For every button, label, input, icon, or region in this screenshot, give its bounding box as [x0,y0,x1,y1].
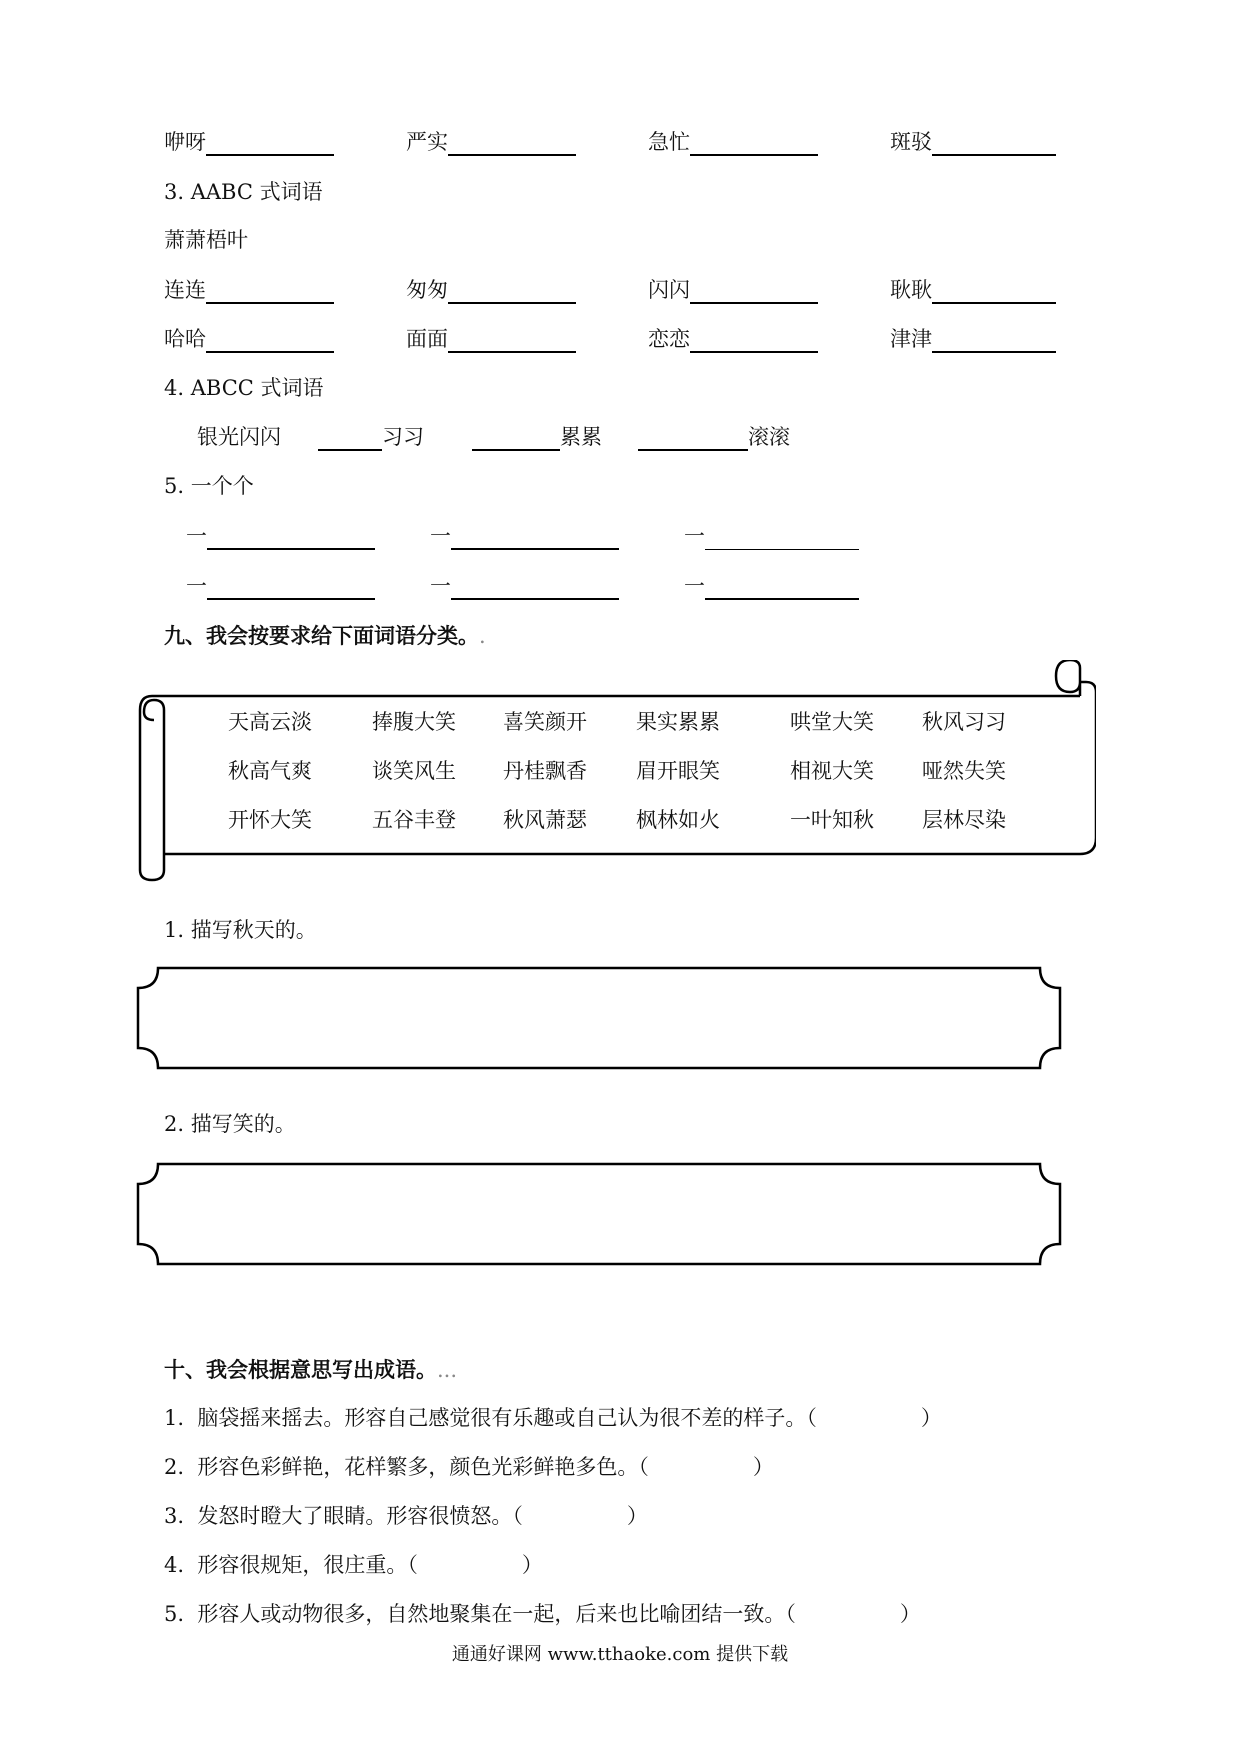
answer-blank[interactable] [207,526,375,550]
word-label: 闪闪 [648,278,690,302]
section9-title: 九、我会按要求给下面词语分类。. [164,623,486,648]
word-label: 连连 [164,278,206,302]
yi-prefix: 一 [430,524,451,548]
word-item: 秋高气爽 [228,759,312,783]
answer-blank[interactable] [206,280,334,304]
idiom-item: 1. 脑袋摇来摇去。形容自己感觉很有乐趣或自己认为很不差的样子。（ ） [164,1406,942,1430]
word-label: 斑驳 [890,128,1056,156]
word-item: 果实累累 [636,710,720,734]
word-item: 秋风萧瑟 [503,808,587,832]
word-label: 习习 [382,425,424,449]
answer-blank[interactable] [448,329,576,353]
answer-blank[interactable] [932,280,1056,304]
answer-box-laugh[interactable] [136,1162,1062,1266]
word-label: 匆匆 [406,278,448,302]
abcc-title: 4. ABCC 式词语 [164,376,324,400]
yi-prefix: 一 [684,524,705,548]
word-label: 恋恋 [648,327,690,351]
word-label: 咿呀 [164,128,334,156]
answer-blank[interactable] [932,329,1056,353]
answer-blank[interactable] [451,576,619,600]
aabc-example: 萧萧梧叶 [164,228,248,252]
yi-prefix: 一 [186,524,207,548]
q2-label: 2. 描写笑的。 [164,1112,296,1136]
word-label: 累累 [560,425,602,449]
answer-box-autumn[interactable] [136,966,1062,1070]
word-item: 一叶知秋 [790,808,874,832]
yi-prefix: 一 [430,574,451,598]
answer-blank[interactable] [207,576,375,600]
answer-blank[interactable] [690,132,818,156]
word-item: 哄堂大笑 [790,710,874,734]
word-label: 津津 [890,327,932,351]
answer-blank[interactable] [448,280,576,304]
yigege-title: 5. 一个个 [164,474,254,498]
yi-prefix: 一 [186,574,207,598]
word-label: 耿耿 [890,278,932,302]
q1-label: 1. 描写秋天的。 [164,918,317,942]
abcc-example: 银光闪闪 [197,425,281,449]
word-label: 严实 [406,128,576,156]
aabc-title: 3. AABC 式词语 [164,180,323,204]
answer-blank[interactable] [690,280,818,304]
answer-blank[interactable] [690,329,818,353]
idiom-item: 2. 形容色彩鲜艳，花样繁多，颜色光彩鲜艳多色。（ ） [164,1455,774,1479]
idiom-item: 5. 形容人或动物很多，自然地聚集在一起，后来也比喻团结一致。（ ） [164,1602,921,1626]
answer-blank[interactable] [206,329,334,353]
word-item: 谈笑风生 [372,759,456,783]
word-item: 丹桂飘香 [503,759,587,783]
idiom-item: 3. 发怒时瞪大了眼睛。形容很愤怒。（ ） [164,1504,648,1528]
word-item: 喜笑颜开 [503,710,587,734]
word-label: 急忙 [648,128,818,156]
yi-prefix: 一 [684,574,705,598]
word-item: 相视大笑 [790,759,874,783]
idiom-item: 4. 形容很规矩，很庄重。（ ） [164,1553,543,1577]
word-item: 捧腹大笑 [372,710,456,734]
word-label: 面面 [406,327,448,351]
word-item: 枫林如火 [636,808,720,832]
answer-blank[interactable] [638,427,748,451]
word-item: 开怀大笑 [228,808,312,832]
answer-blank[interactable] [705,576,859,600]
answer-blank[interactable] [448,132,576,156]
word-label: 滚滚 [748,425,790,449]
answer-blank[interactable] [206,132,334,156]
answer-blank[interactable] [705,527,859,550]
answer-blank[interactable] [472,427,560,451]
word-item: 五谷丰登 [372,808,456,832]
word-item: 天高云淡 [228,710,312,734]
word-label: 哈哈 [164,327,206,351]
word-item: 哑然失笑 [922,759,1006,783]
answer-blank[interactable] [451,526,619,550]
word-item: 秋风习习 [922,710,1006,734]
word-item: 眉开眼笑 [636,759,720,783]
answer-blank[interactable] [318,427,382,451]
word-item: 层林尽染 [922,808,1006,832]
section10-title: 十、我会根据意思写出成语。... [164,1357,458,1382]
footer-text: 通通好课网 www.tthaoke.com 提供下载 [451,1644,789,1665]
answer-blank[interactable] [932,132,1056,156]
